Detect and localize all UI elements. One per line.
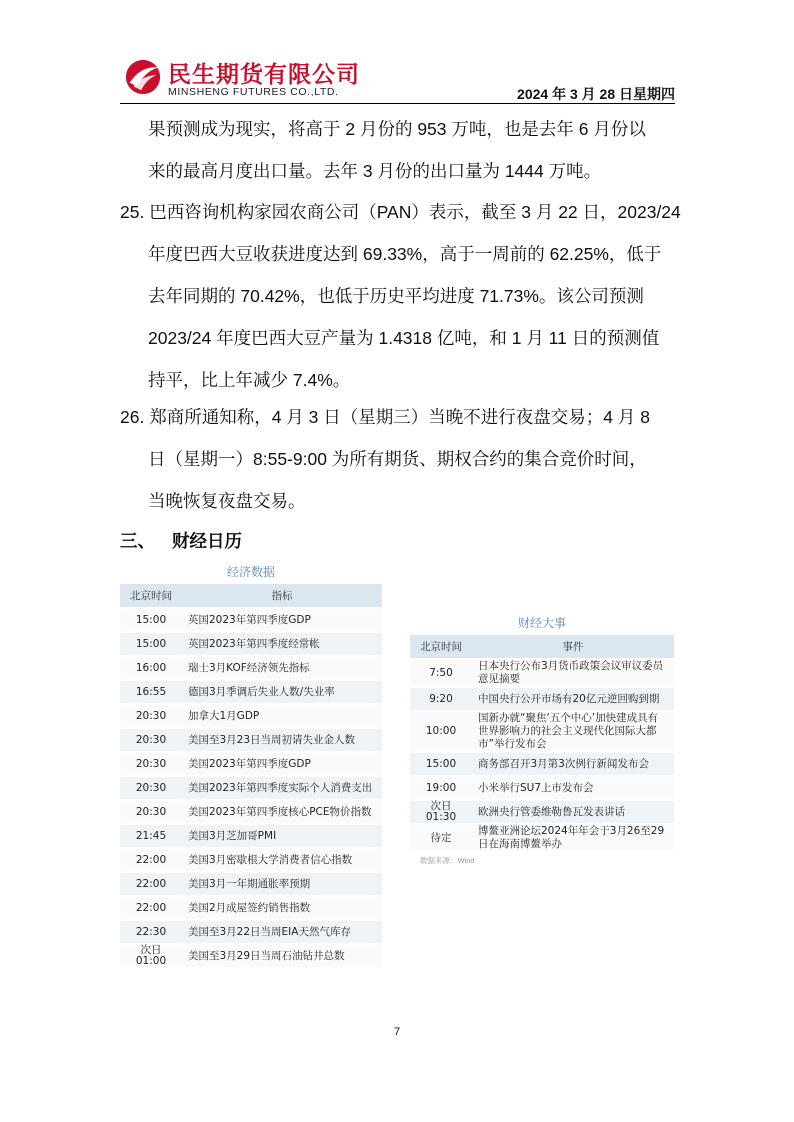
row-content: 国新办就“聚焦‘五个中心’加快建成具有世界影响力的社会主义现代化国际大都市”举行发布会 [472,711,674,752]
text-line: 去年同期的 70.42%，也低于历史平均进度 71.73%。该公司预测 [148,286,644,306]
paragraph-26 [120,396,680,522]
row-time: 20:30 [120,704,182,728]
page-number: 7 [393,1026,401,1038]
table-row [120,824,382,848]
text-line: 日（星期一）8:55-9:00 为所有期货、期权合约的集合竞价时间， [148,449,647,469]
table-row [410,824,674,851]
row-time: 待定 [410,824,472,851]
table-row [120,920,382,944]
row-time: 次日 01:30 [410,800,472,824]
table-row [120,944,382,967]
row-content: 德国3月季调后失业人数/失业率 [182,680,382,704]
table-row [120,800,382,824]
row-time: 21:45 [120,824,182,848]
page-header [120,56,675,106]
row-time: 15:00 [120,632,182,656]
table-row [120,848,382,872]
table-row [120,680,382,704]
row-time: 9:20 [410,687,472,711]
row-time: 10:00 [410,711,472,752]
table-row [410,711,674,752]
row-content: 美国2023年第四季度GDP [182,752,382,776]
row-content: 美国至3月23日当周初请失业金人数 [182,728,382,752]
company-logo [124,56,364,102]
text-line: 果预测成为现实，将高于 2 月份的 953 万吨，也是去年 6 月份以 [148,119,646,139]
col-header-event: 事件 [472,635,674,659]
row-content: 美国3月芝加哥PMI [182,824,382,848]
table-row [120,752,382,776]
row-time: 16:00 [120,656,182,680]
company-name-en: MINSHENG FUTURES CO.,LTD. [168,86,339,98]
events-table [410,635,674,851]
company-name-cn: 民生期货有限公司 [168,61,360,87]
table-row [410,800,674,824]
row-content: 加拿大1月GDP [182,704,382,728]
table-row [120,608,382,632]
col-header-indicator: 指标 [182,584,382,608]
col-header-time: 北京时间 [410,635,472,659]
row-content: 小米举行SU7上市发布会 [472,776,674,800]
row-content: 美国2月成屋签约销售指数 [182,896,382,920]
row-time: 20:30 [120,752,182,776]
row-time: 15:00 [410,752,472,776]
section-heading [120,528,242,553]
row-time: 19:00 [410,776,472,800]
row-time: 7:50 [410,659,472,687]
section-title: 财经日历 [172,531,242,551]
row-time: 20:30 [120,728,182,752]
econ-data-table [120,584,382,967]
text-line: 26. 郑商所通知称，4 月 3 日（星期三）当晚不进行夜盘交易；4 月 8 [120,407,650,427]
row-content: 美国至3月22日当周EIA天然气库存 [182,920,382,944]
row-content: 日本央行公布3月货币政策会议审议委员意见摘要 [472,659,674,687]
text-line: 持平，比上年减少 7.4%。 [148,370,351,390]
row-time: 15:00 [120,608,182,632]
table-row [410,776,674,800]
row-time: 16:55 [120,680,182,704]
row-content: 美国至3月29日当周石油钻井总数 [182,944,382,967]
row-content: 中国央行公开市场有20亿元逆回购到期 [472,687,674,711]
row-content: 美国3月一年期通胀率预期 [182,872,382,896]
row-time: 22:30 [120,920,182,944]
row-content: 美国3月密歇根大学消费者信心指数 [182,848,382,872]
events-table-title: 财经大事 [517,616,566,630]
row-time: 22:00 [120,896,182,920]
table-row [120,872,382,896]
table-row [120,896,382,920]
text-line: 来的最高月度出口量。去年 3 月份的出口量为 1444 万吨。 [148,161,602,181]
paragraph-25 [120,191,680,401]
table-row [120,704,382,728]
row-content: 美国2023年第四季度核心PCE物价指数 [182,800,382,824]
row-time: 22:00 [120,872,182,896]
table-row [120,632,382,656]
data-source: 数据来源：Wind [420,856,475,865]
table-row [120,656,382,680]
col-header-time: 北京时间 [120,584,182,608]
row-content: 英国2023年第四季度GDP [182,608,382,632]
text-line: 当晚恢复夜盘交易。 [148,491,306,511]
row-time: 次日 01:00 [120,944,182,967]
econ-table-title: 经济数据 [226,565,275,579]
table-row [410,659,674,687]
text-line: 25. 巴西咨询机构家园农商公司（PAN）表示，截至 3 月 22 日，2023/24 [120,202,681,222]
report-date: 2024 年 3 月 28 日星期四 [517,86,675,102]
table-row [120,776,382,800]
table-row [410,687,674,711]
text-line: 年度巴西大豆收获进度达到 69.33%，高于一周前的 62.25%，低于 [148,244,662,264]
text-line: 2023/24 年度巴西大豆产量为 1.4318 亿吨，和 1 月 11 日的预测值 [148,328,660,348]
row-content: 欧洲央行管委维勒鲁瓦发表讲话 [472,800,674,824]
row-content: 瑞士3月KOF经济领先指标 [182,656,382,680]
section-number: 三、 [120,531,155,551]
row-time: 22:00 [120,848,182,872]
row-content: 英国2023年第四季度经常帐 [182,632,382,656]
row-content: 商务部召开3月第3次例行新闻发布会 [472,752,674,776]
row-content: 美国2023年第四季度实际个人消费支出 [182,776,382,800]
table-row [120,728,382,752]
row-content: 博鳌亚洲论坛2024年年会于3月26至29日在海南博鳌举办 [472,824,674,851]
row-time: 20:30 [120,800,182,824]
row-time: 20:30 [120,776,182,800]
logo-swoosh-icon [124,58,162,96]
header-divider [120,103,675,104]
paragraph-24-tail [120,108,680,192]
table-row [410,752,674,776]
